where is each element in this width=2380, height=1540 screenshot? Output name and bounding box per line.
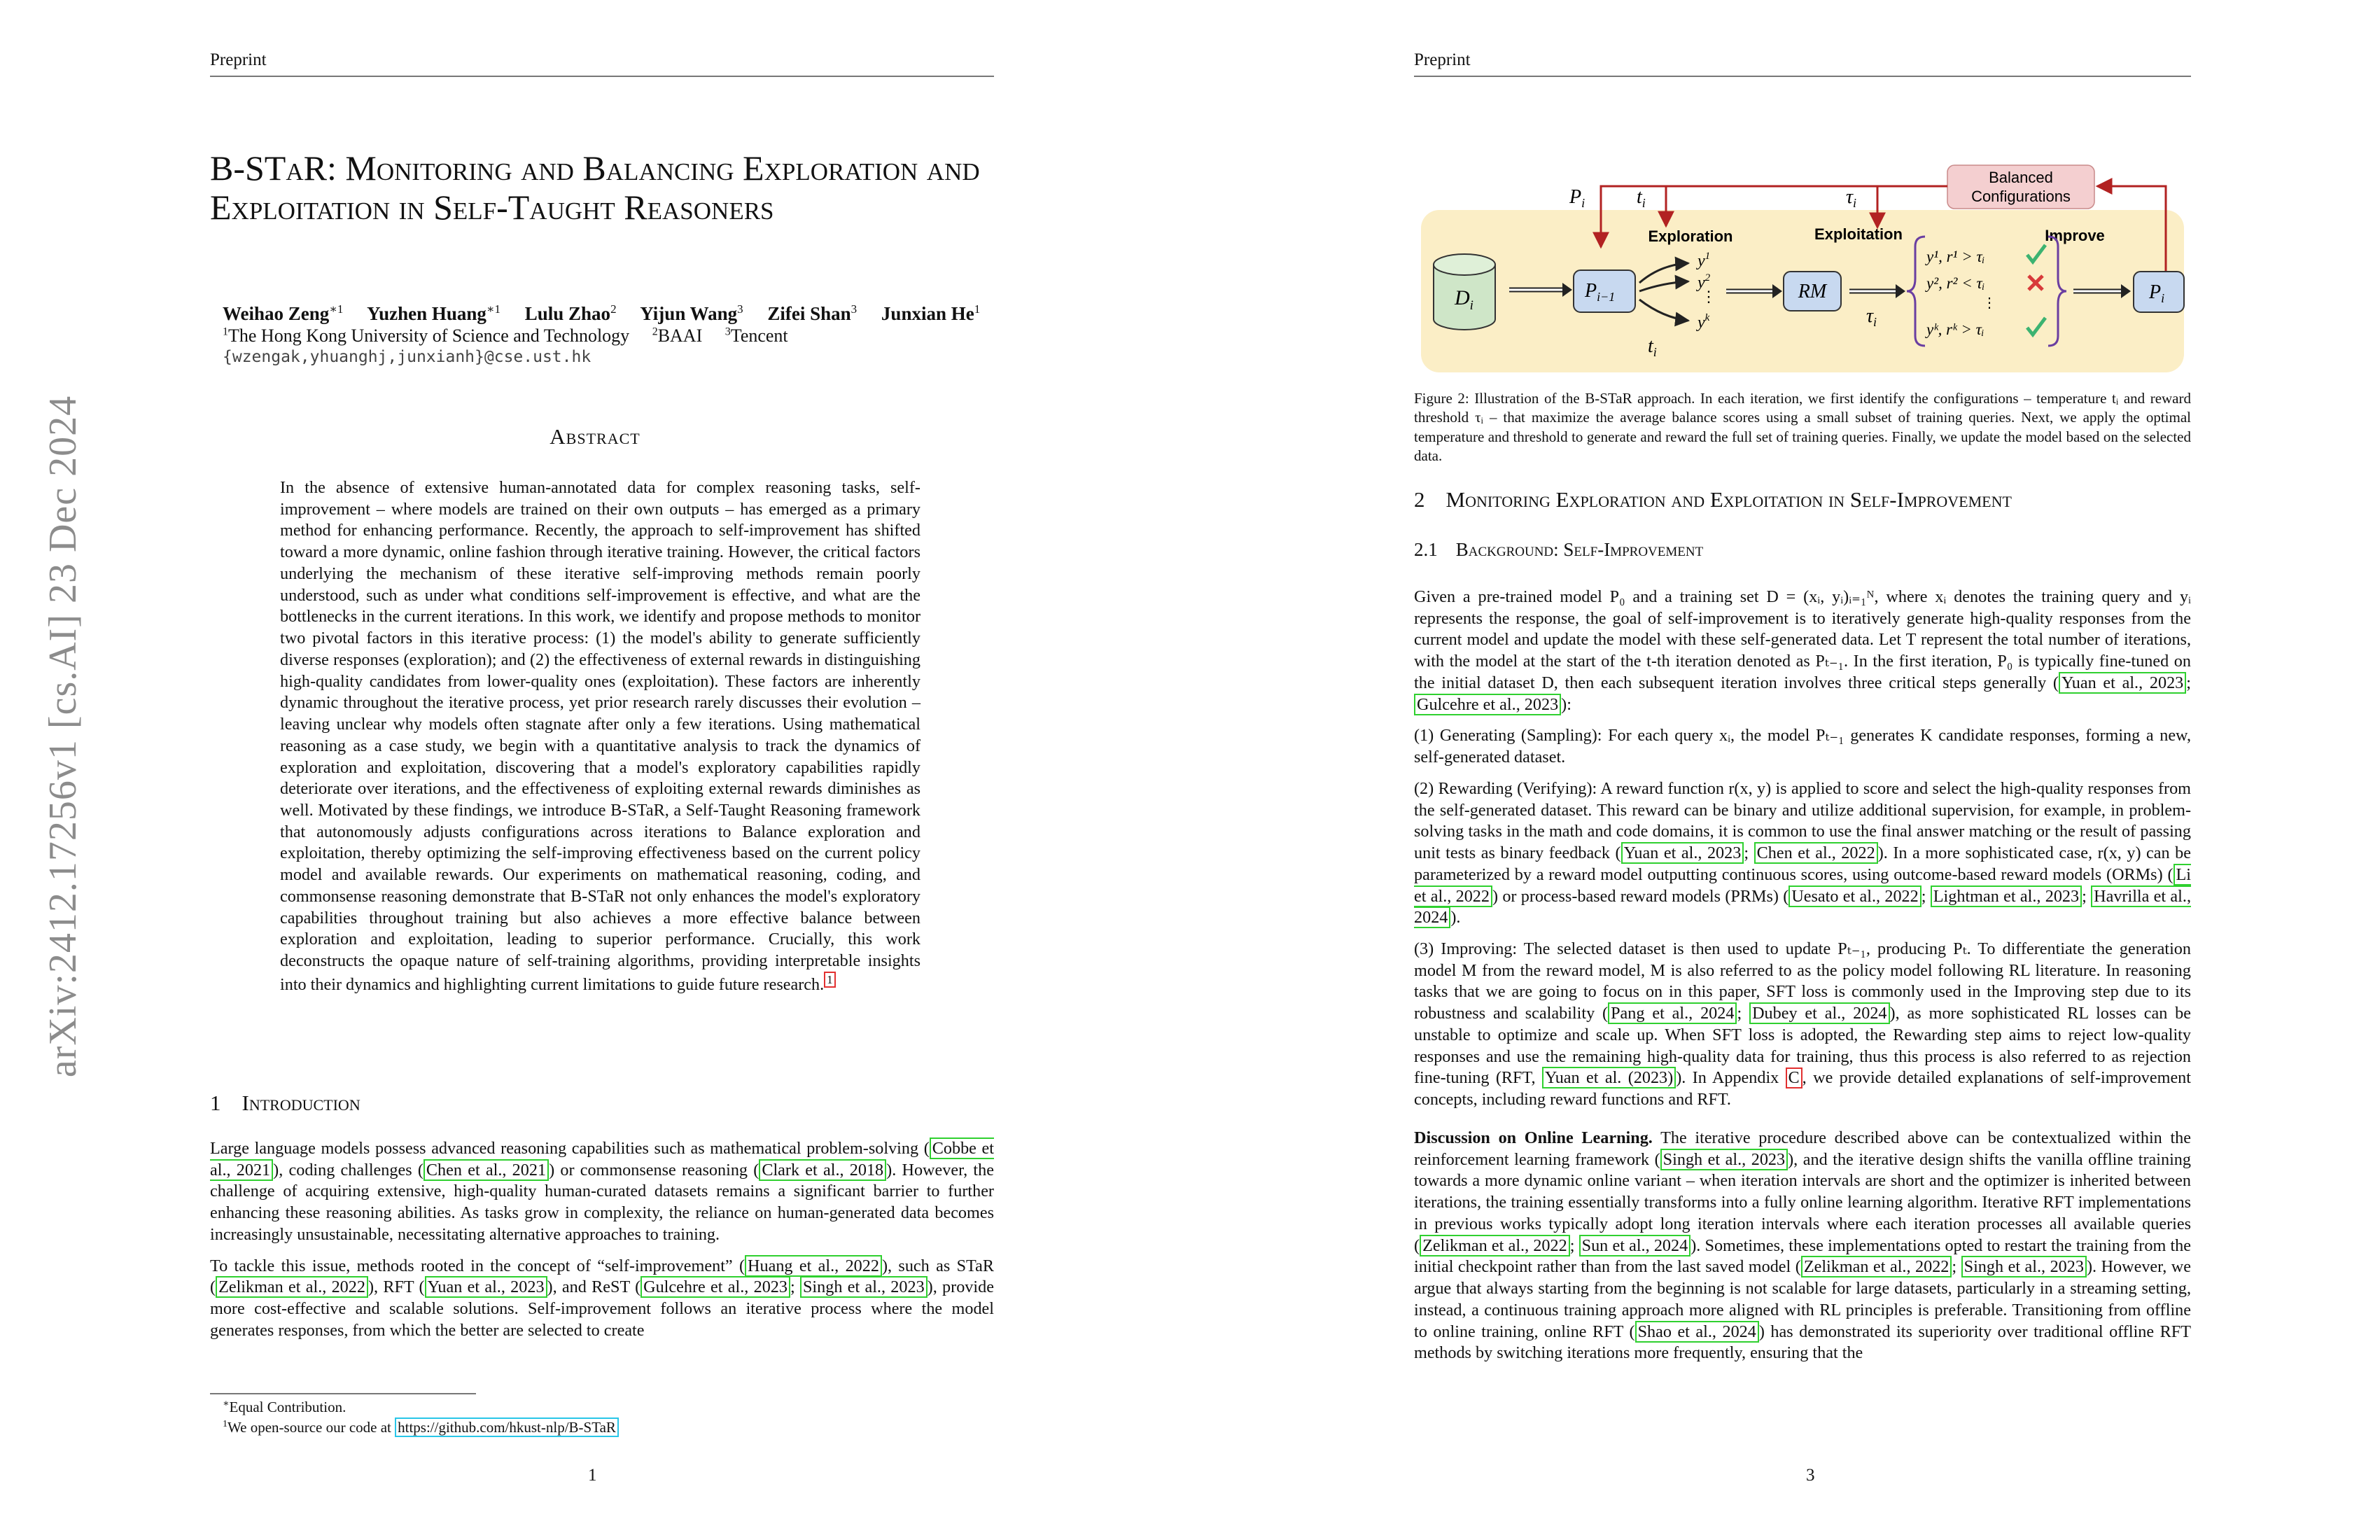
balanced-configs-label: Balanced — [1989, 169, 2053, 186]
header-rule — [1414, 76, 2191, 77]
citation-link[interactable]: Pang et al., 2024 — [1608, 1002, 1737, 1024]
citation-link[interactable]: Zelikman et al., 2022 — [216, 1276, 368, 1298]
author-list — [223, 302, 1000, 325]
set-item-2: y², r² < τᵢ — [1926, 274, 1985, 292]
svg-text:RM: RM — [1798, 281, 1827, 302]
citation-link[interactable]: Lightman et al., 2023 — [1931, 886, 2082, 907]
set-item-3: yᵏ, rᵏ > τᵢ — [1926, 321, 1984, 338]
sample-y2: $y^2$ — [1698, 272, 1711, 292]
figure-caption: Figure 2: Illustration of the B-STaR approach. In each iteration, we first identify the configurations – temperature tᵢ and reward threshold τᵢ – that maximize the average balance scores using a small subset of training queries. Next, we apply the optimal temperature and threshold to generate and reward the full set of training queries. Finally, we update the model based on the selected data. — [1414, 390, 2191, 464]
footnote-equal-contribution: ∗Equal Contribution. — [223, 1399, 346, 1415]
subsection-heading: 2.1 Background: Self-Improvement — [1414, 539, 1704, 560]
intro-body — [210, 1138, 994, 1352]
citation-link[interactable]: Dubey et al., 2024 — [1749, 1002, 1889, 1024]
abstract-text: In the absence of extensive human-annotated data for complex reasoning tasks, self-improvement – where models are trained on their own outputs – has emerged as a primary method for enhancing performance. Recently, the approach to self-improvement has shifted toward a more dynamic, online fashion through iterative training. However, the critical factors underlying the mechanism of these iterative self-improving methods remain poorly understood, such as under what conditions self-improvement is effective, and what are the bottlenecks in the current iterations. In this work, we identify and propose methods to monitor two pivotal factors in this iterative process: (1) the model's ability to generate sufficiently diverse responses (exploration); and (2) the effectiveness of external rewards in distinguishing high-quality candidates from lower-quality ones (exploitation). These factors are inherently dynamic throughout the iterative process, yet prior research rarely discusses their evolution – leaving unclear why models often stagnate after only a few iterations. Using mathematical reasoning as a case study, we begin with a quantitative analysis to track the dynamics of exploration and exploitation, discovering that a model's exploratory capabilities rapidly deteriorate over iterations, and the effectiveness of exploiting external rewards diminishes as well. Motivated by these findings, we introduce B-STaR, a Self-Taught Reasoning framework that autonomously adjusts configurations across iterations to Balance exploration and exploitation, thereby optimizing the self-improving effectiveness based on the current policy model and available rewards. Our experiments on mathematical reasoning, coding, and commonsense reasoning demonstrate that B-STaR not only enhances the model's exploratory capabilities throughout training but also achieves a more effective balance between exploration and exploitation, leading to superior performance. Crucially, this work deconstructs the opaque nature of self-training algorithms, providing interpretable insights into their dynamics and highlighting current limitations to guide future research. $^1$ — [280, 478, 920, 994]
footnote-link[interactable]: 1 — [824, 972, 836, 988]
citation-link[interactable]: Yuan et al. (2023) — [1542, 1067, 1676, 1088]
background-body — [1414, 587, 2191, 1374]
appendix-link[interactable]: C — [1786, 1068, 1802, 1088]
exploitation-label: Exploitation — [1814, 225, 1903, 243]
section-heading: 2 Monitoring Exploration and Exploitation in Self-Improvement — [1414, 487, 2012, 512]
set-ellipsis: ⋮ — [1982, 295, 1996, 311]
discussion-paragraph: Discussion on Online Learning. The iterative procedure described above can be contextualized within the reinforcement learning framework ( Singh et al., 2023 ), and the iterative design shifts the vanilla offline training towards a more dynamic online variant – when iteration intervals are short and the optimizer is inherited between iterations, the training essentially transforms into a fully online learning algorithm. Iterative RFT implementations in previous works typically adopt long iteration intervals where each iteration processes all available queries ( Zelikman et al., 2022 ; Sun et al., 2024 ). Sometimes, these implementations opted to restart the training from the initial checkpoint rather than from the last saved model ( Zelikman et al., 2022 ; Singh et al., 2023 ). However, we argue that always starting from the beginning is not scalable for large datasets, particularly in a streaming setting, instead, a continuous training approach more aligned with RL principles is preferable. Transitioning from offline to online training, online RFT ( Shao et al., 2024 ) has demonstrated its superiority over traditional offline RFT methods by switching iterations more frequently, ensuring that the — [1414, 1128, 2192, 1363]
citation-link[interactable]: Gulcehre et al., 2023 — [1414, 694, 1561, 715]
sample-ellipsis: ⋮ — [1701, 288, 1716, 305]
citation-link[interactable]: Cobbe et al., 2021 — [210, 1139, 994, 1180]
running-head: Preprint — [210, 50, 267, 69]
citation-link[interactable]: Uesato et al., 2022 — [1788, 886, 1921, 907]
page-number: 3 — [1806, 1466, 1815, 1485]
ti-top-label: $t_i$ — [1637, 186, 1646, 210]
citation-link[interactable]: Singh et al., 2023 — [1660, 1149, 1788, 1170]
citation-link[interactable]: Yuan et al., 2023 — [425, 1276, 547, 1298]
author-emails: {wzengak,yhuanghj,junxianh}@cse.ust.hk — [223, 348, 592, 366]
citation-link[interactable]: Havrilla et al., 2024 — [1414, 886, 2191, 927]
improve-label: Improve — [2045, 227, 2105, 244]
author: Yuzhen Huang$^{∗1}$ — [367, 302, 500, 324]
sample-yk: $y^k$ — [1698, 312, 1710, 332]
citation-link[interactable]: Yuan et al., 2023 — [1621, 842, 1744, 864]
footnote-code: $^1$We open-source our code at https://github.com/hkust-nlp/B-STaR — [223, 1418, 619, 1438]
author: Lulu Zhao$^2$ — [524, 302, 617, 324]
affiliations: $^1$The Hong Kong University of Science and Technology $^2$BAAI $^3$Tencent — [223, 326, 788, 346]
author: Yijun Wang$^3$ — [640, 302, 743, 324]
arxiv-stamp: arXiv:2412.17256v1 [cs.AI] 23 Dec 2024 — [41, 395, 85, 1078]
svg-text:Di: $D_i$ — [1455, 286, 1474, 313]
abstract-heading: Abstract — [550, 424, 640, 449]
author: Junxian He$^1$ — [881, 302, 981, 324]
ti-bottom-label: $t_i$ — [1648, 335, 1657, 359]
figure-2-diagram — [1414, 160, 2191, 377]
improving-paragraph: (3) Improving: The selected dataset is then used to update Pₜ₋₁, producing Pₜ. To differentiate the generation model M from the reward model, M is also referred to as the policy model following RL literature. In reasoning tasks that we are going to focus on in this paper, SFT loss is commonly used in the Improving step due to its robustness and scalability ( Pang et al., 2024 ; Dubey et al., 2024 ), as more sophisticated RL losses can be unstable to optimize and scale up. When SFT loss is adopted, the Rewarding step aims to reject low-quality responses and use the remaining high-quality data for training, thus this process is also referred to as rejection fine-tuning (RFT, Yuan et al. (2023) ). In Appendix C , we provide detailed explanations of self-improvement concepts, including reward functions and RFT. — [1414, 939, 2191, 1110]
citation-link[interactable]: Chen et al., 2022 — [1754, 842, 1878, 864]
Pi-top-label: $P_i$ — [1569, 186, 1586, 210]
header-rule — [210, 76, 994, 77]
code-url-link[interactable]: https://github.com/hkust-nlp/B-STaR — [395, 1418, 619, 1437]
citation-link[interactable]: Huang et al., 2022 — [745, 1255, 882, 1277]
citation-link[interactable]: Yuan et al., 2023 — [2059, 672, 2186, 694]
taui-mid-label: $\tau_i$ — [1866, 305, 1877, 329]
footnote-rule — [210, 1393, 476, 1394]
citation-link[interactable]: Zelikman et al., 2022 — [1420, 1235, 1570, 1256]
author: Zifei Shan$^3$ — [767, 302, 858, 324]
balanced-configs-label: Configurations — [1971, 188, 2071, 205]
intro-paragraph-2: To tackle this issue, methods rooted in the concept of “self-improvement” ( Huang et al., 2022 ), such as STaR ( Zelikman et al., 2022 ), RFT ( Yuan et al., 2023 ), and ReST ( Gulcehre et al., 2023 ; Singh et al., 2023 ), provide more cost-effective and scalable solutions. Self-improvement follows an iterative process where the model generates responses, from which the better are selected to create — [210, 1256, 994, 1340]
citation-link[interactable]: Singh et al., 2023 — [800, 1276, 927, 1298]
citation-link[interactable]: Shao et al., 2024 — [1635, 1321, 1759, 1343]
intro-paragraph-1: Large language models possess advanced reasoning capabilities such as mathematical problem-solving ( Cobbe et al., 2021 ), coding challenges ( Chen et al., 2021 ) or commonsense reasoning ( Clark et al., 2018 ). However, the challenge of acquiring extensive, high-quality human-curated datasets remains a significant barrier to further enhancing these reasoning abilities. As tasks grow in complexity, the reliance on human-generated data becomes increasingly unsustainable, necessitating alternative approaches to training. — [210, 1139, 994, 1244]
rewarding-paragraph: (2) Rewarding (Verifying): A reward function r(x, y) is applied to score and select the high-quality responses from the self-generated dataset. This reward can be binary and utilize additional supervision, for example, in problem-solving tasks in the math and code domains, it is common to use the final answer matching or the result of passing unit tests as binary feedback ( Yuan et al., 2023 ; Chen et al., 2022 ). In a more sophisticated case, r(x, y) can be parameterized by a reward model outputting continuous scores, using outcome-based reward models (ORMs) ( Li et al., 2022 ) or process-based reward models (PRMs) ( Uesato et al., 2022 ; Lightman et al., 2023 ; Havrilla et al., 2024 ). — [1414, 778, 2191, 927]
citation-link[interactable]: Singh et al., 2023 — [1961, 1256, 2087, 1278]
sample-y1: $y^1$ — [1698, 251, 1711, 270]
paper-title: B-STaR: Monitoring and Balancing Exploration and Exploitation in Self-Taught Reasoners — [210, 148, 980, 227]
taui-top-label: $\tau_i$ — [1846, 186, 1857, 210]
set-item-1: y¹, r¹ > τᵢ — [1926, 248, 1985, 265]
citation-link[interactable]: Li et al., 2022 — [1414, 864, 2191, 906]
dataset-cylinder — [1434, 254, 1495, 330]
footnotes — [223, 1397, 619, 1438]
generating-paragraph: (1) Generating (Sampling): For each query xᵢ, the model Pₜ₋₁ generates K candidate responses, forming a new, self-generated dataset. — [1414, 726, 2191, 767]
svg-text:Pi−1: $P_{i-1}$ — [1585, 280, 1616, 304]
page-number: 1 — [588, 1466, 597, 1485]
citation-link[interactable]: Gulcehre et al., 2023 — [640, 1276, 790, 1298]
section-heading: 1 Introduction — [210, 1091, 360, 1115]
running-head: Preprint — [1414, 50, 1471, 69]
citation-link[interactable]: Zelikman et al., 2022 — [1801, 1256, 1952, 1278]
exploration-label: Exploration — [1648, 227, 1733, 245]
citation-link[interactable]: Clark et al., 2018 — [759, 1159, 886, 1181]
svg-text:Pi: $P_i$ — [2149, 281, 2165, 305]
citation-link[interactable]: Chen et al., 2021 — [424, 1159, 549, 1181]
citation-link[interactable]: Sun et al., 2024 — [1579, 1235, 1691, 1256]
background-paragraph: Given a pre-trained model P₀ and a training set D = (xᵢ, yᵢ)ᵢ₌₁ᴺ, where xᵢ denotes the training query and yᵢ represents the response, the goal of self-improvement is to iteratively generate high-quality responses from the current model and update the model with these self-generated data. Let T represent the total number of iterations, with the model at the start of the t-th iteration denoted as Pₜ₋₁. In the first iteration, P₀ is typically fine-tuned on the initial dataset D, then each subsequent iteration involves three critical steps generally ( Yuan et al., 2023 ; Gulcehre et al., 2023 ): — [1414, 587, 2191, 714]
author: Weihao Zeng$^{∗1}$ — [223, 302, 344, 324]
